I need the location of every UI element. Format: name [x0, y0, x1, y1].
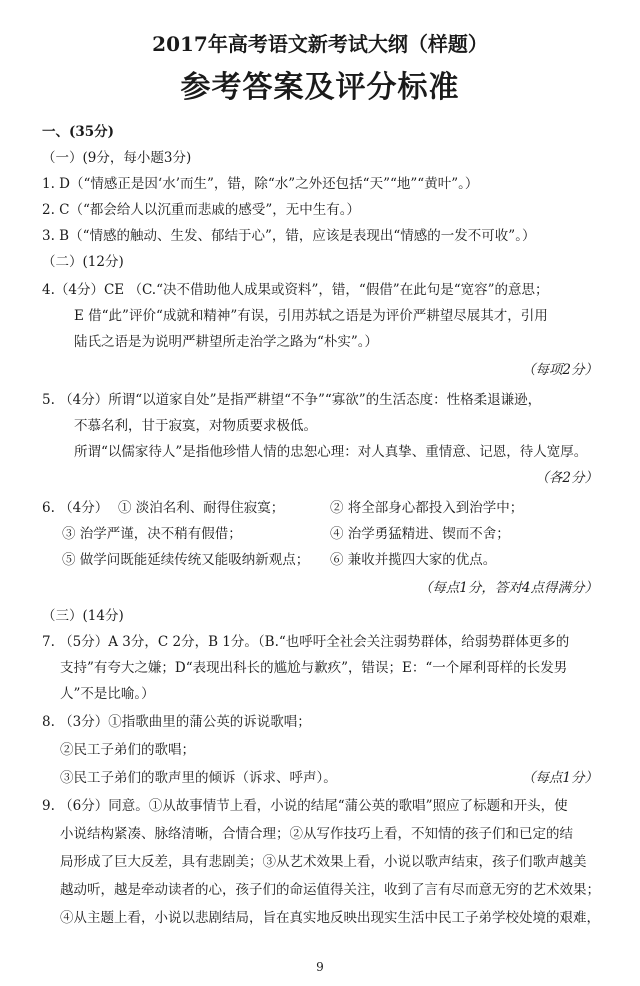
- answer-line: 局形成了巨大反差，具有悲剧美；③从艺术效果上看，小说以歌声结束，孩子们歌声越美: [60, 854, 587, 870]
- answer-line: 陆氏之语是为说明严耕望所走治学之路为“朴实”。）: [74, 334, 379, 350]
- answer-line: 8. （3分）①指歌曲里的蒲公英的诉说歌唱；: [42, 714, 311, 730]
- part-heading: （三）(14分): [42, 608, 124, 624]
- answer-line: 所谓“以儒家待人”是指他珍惜人情的忠恕心理：对人真挚、重情意、记恩，待人宽厚。: [74, 444, 588, 460]
- score-note: （每点1分，答对4点得满分）: [418, 580, 598, 596]
- answer-point: ③ 治学严谨，决不稍有假借；: [62, 526, 242, 542]
- document-subtitle: 参考答案及评分标准: [180, 70, 460, 105]
- answer-line: 2. C（“都会给人以沉重而悲戚的感受”，无中生有。）: [42, 202, 361, 218]
- answer-line: 3. B（“情感的触动、生发、郁结于心”，错，应该是表现出“情感的一发不可收”。）: [42, 228, 536, 244]
- answer-line: ②民工子弟们的歌唱；: [60, 742, 195, 758]
- answer-line: 支持”有夸大之嫌；D“表现出科长的尴尬与歉疚”，错误；E：“一个犀利哥样的长发男: [60, 660, 568, 676]
- answer-line: 4.（4分）CE （C.“决不借助他人成果或资料”，错，“假借”在此句是“宽容”的意思；: [42, 282, 549, 298]
- answer-point: ① 淡泊名利、耐得住寂寞；: [118, 500, 285, 516]
- answer-line: 不慕名利，甘于寂寞，对物质要求极低。: [74, 418, 317, 434]
- answer-point: ⑤ 做学问既能延续传统又能吸纳新观点；: [62, 552, 310, 568]
- answer-line: 7. （5分）A 3分，C 2分，B 1分。（B.“也呼吁全社会关注弱势群体，给弱势群体更多的: [42, 634, 570, 650]
- answer-line: 9. （6分）同意。①从故事情节上看，小说的结尾“蒲公英的歌唱”照应了标题和开头，使: [42, 798, 568, 814]
- page-number: 9: [316, 960, 324, 974]
- answer-line: 5. （4分）所谓“以道家自处”是指严耕望“不争”“寡欲”的生活态度：性格柔退谦逊，: [42, 392, 542, 408]
- section-heading: 一、(35分): [42, 124, 115, 140]
- answer-line: 6. （4分）: [42, 500, 109, 516]
- answer-line: ③民工子弟们的歌声里的倾诉（诉求、呼声）。: [60, 770, 337, 786]
- part-heading: （二）(12分): [42, 254, 124, 270]
- score-note: （每点1分）: [521, 770, 598, 786]
- answer-line: 1. D（“情感正是因‘水’而生”，错，除“水”之外还包括“天”“地”“黄叶”。）: [42, 176, 479, 192]
- answer-line: 人”不是比喻。）: [60, 686, 155, 702]
- score-note: （各2分）: [535, 470, 598, 486]
- answer-line: 越动听，越是牵动读者的心，孩子们的命运值得关注，收到了言有尽而意无穷的艺术效果；: [60, 882, 600, 898]
- answer-line: E 借“此”评价“成就和精神”有误，引用苏轼之语是为评价严耕望尽展其才，引用: [74, 308, 548, 324]
- answer-line: ④从主题上看，小说以悲剧结局，旨在真实地反映出现实生活中民工子弟学校处境的艰难，: [60, 910, 600, 926]
- document-title: 2017年高考语文新考试大纲（样题）: [152, 32, 488, 56]
- score-note: （每项2分）: [521, 362, 598, 378]
- answer-line: 小说结构紧凑、脉络清晰，合情合理；②从写作技巧上看，不知情的孩子们和已定的结: [60, 826, 573, 842]
- answer-point: ⑥ 兼收并揽四大家的优点。: [330, 552, 497, 568]
- answer-point: ② 将全部身心都投入到治学中；: [330, 500, 524, 516]
- part-heading: （一）(9分，每小题3分): [42, 150, 192, 166]
- answer-point: ④ 治学勇猛精进、锲而不舍；: [330, 526, 510, 542]
